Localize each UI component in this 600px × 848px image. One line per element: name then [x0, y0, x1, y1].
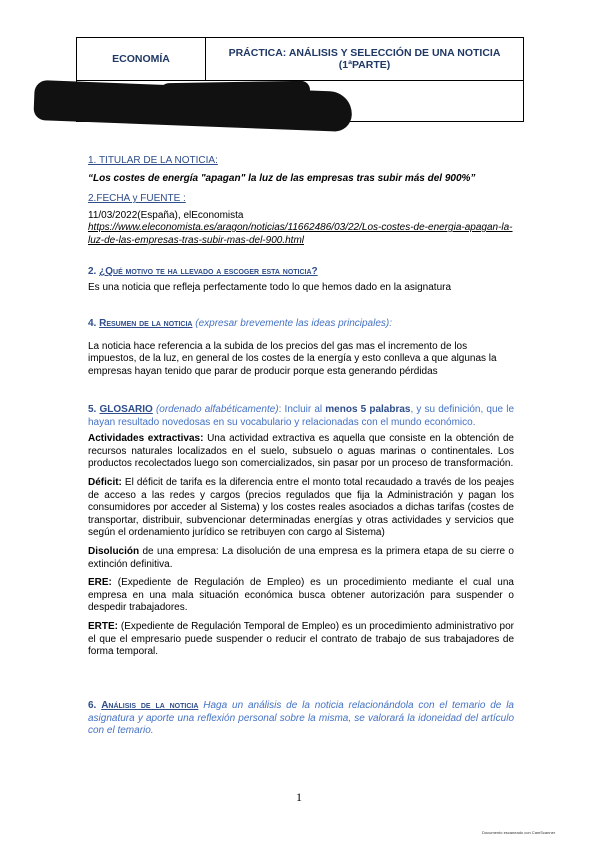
glossary-term: Disolución: [88, 545, 140, 557]
source-url-line-2[interactable]: luz-de-las-empresas-tras-subir-mas-del-900.html: [88, 234, 304, 246]
section-5-number: 5.: [88, 404, 100, 415]
glossary-definition: El déficit de tarifa es la diferencia entre el monto total recaudado a través de los peajes de acceso a las redes y cargos (precios regulados que fija la Administración y pagan los consumidores por acceder al Sistema) y los costes reales asociados a dichas tarifas (costes de transportar, distribuir, subvencionar determinadas energías y otras actividades y servicios que según el ordenamiento jurídico se retribuyen con cargo al Sistema): [88, 476, 514, 539]
glossary-entry: [88, 577, 514, 615]
glossary-definition: (Expediente de Regulación Temporal de Empleo) es un procedimiento administrativo por el que el empresario puede suspender o reducir el contrato de trabajo de sus trabajadores de forma temporal.: [88, 620, 514, 658]
glossary-entry: [88, 546, 514, 571]
section-glossary: [88, 404, 514, 659]
glossary-entry: [88, 433, 514, 471]
page-number: 1: [296, 790, 302, 804]
section-6-number: 6.: [88, 700, 102, 711]
motive-answer: Es una noticia que refleja perfectamente todo lo que hemos dado en la asignatura: [88, 281, 452, 293]
section-5-hint-3: menos 5 palabras: [325, 404, 411, 415]
section-summary: [88, 318, 514, 378]
subject-label: ECONOMÍA: [112, 53, 170, 65]
scanner-footer: Documento escaneado con CamScanner: [482, 830, 556, 835]
section-5-hint-1: (ordenado alfabéticamente): [152, 404, 279, 415]
glossary-term: Actividades extractivas:: [88, 433, 204, 445]
source-url-line-1[interactable]: https://www.eleconomista.es/aragon/noticias/11662486/03/22/Los-costes-de-energia-apagan-la-: [88, 222, 513, 234]
glossary-entry: [88, 621, 514, 659]
section-3-number: 2.: [88, 266, 100, 277]
section-4-number: 4.: [88, 318, 100, 329]
practice-title: PRÁCTICA: ANÁLISIS Y SELECCIÓN DE UNA NOTICIA (1ªPARTE): [228, 47, 501, 71]
news-headline: “Los costes de energía "apagan" la luz de las empresas tras subir más del 900%”: [88, 172, 476, 184]
section-5-hint-2: : Incluir al: [278, 404, 326, 415]
glossary-term: ERE:: [88, 577, 112, 589]
glossary-term: ERTE:: [88, 620, 118, 632]
section-2-title: 2.FECHA y FUENTE :: [88, 193, 186, 204]
glossary-entry: [88, 477, 514, 540]
section-5-hint-4: , y su definición, que le hayan resultado novedosas en su vocabulario y relacionadas con el mundo económico.: [88, 404, 515, 428]
section-6-title: Análisis de la noticia: [101, 700, 199, 711]
glossary-definition: Una actividad extractiva es aquella que consiste en la obtención de recursos naturales localizados en el suelo, subsuelo o aguas marinas o continentales. Los productos recolectados luego son comercializados, sin pasar por un proceso de transformación.: [88, 433, 514, 470]
section-motive: [88, 266, 514, 294]
glossary-definition: (Expediente de Regulación de Empleo) es un procedimiento mediante el cual una empresa en una mala situación económica busca obtener autorización para suspender o despedir trabajadores.: [88, 577, 514, 614]
section-1-title: 1. TITULAR DE LA NOTICIA:: [88, 155, 218, 166]
section-4-title: Resumen de la noticia: [99, 318, 193, 329]
section-6-hint: Haga un análisis de la noticia relacionándola con el temario de la asignatura y aporte una reflexión personal sobre la misma, se valorará la idoneidad del artículo con el temario.: [88, 700, 514, 737]
section-3-title: ¿Qué motivo te ha llevado a escoger esta noticia?: [99, 266, 318, 277]
section-5-title: GLOSARIO: [99, 404, 153, 415]
glossary-definition: de una empresa: La disolución de una empresa es la primera etapa de su cierre o extinción definitiva.: [88, 545, 514, 570]
section-date-source: [88, 193, 514, 247]
redaction-mark-2: [160, 81, 310, 102]
practice-cell: [206, 38, 524, 81]
section-analysis: [88, 700, 514, 738]
date-source: 11/03/2022(España), elEconomista: [88, 209, 244, 221]
summary-text: La noticia hace referencia a la subida de los precios del gas mas el incremento de los impuestos, de la luz, en general de los costes de la energía y esto conlleva a que algunas la empresas hayan tenido que parar de producir porque esta generando pérdidas: [88, 340, 497, 377]
glossary-term: Déficit:: [88, 476, 122, 488]
subject-cell: [77, 38, 206, 81]
section-headline: [88, 155, 514, 185]
section-4-hint: (expresar brevemente las ideas principales):: [192, 318, 393, 329]
